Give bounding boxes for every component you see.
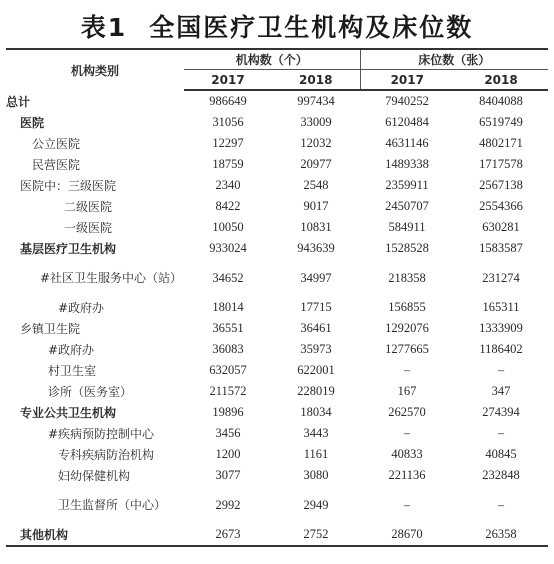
row-label: 妇幼保健机构	[58, 469, 131, 483]
table-row	[6, 196, 548, 217]
cell: 34997	[300, 270, 332, 285]
cell: 19896	[212, 405, 244, 419]
row-label: 乡镇卫生院	[20, 322, 81, 336]
cell: 6519749	[479, 115, 523, 129]
cell: 630281	[482, 220, 520, 234]
table-row	[6, 90, 548, 112]
cell: 36083	[212, 342, 244, 356]
cell: 2949	[303, 497, 329, 512]
year-header: 2017	[184, 70, 272, 91]
cell: –	[497, 363, 505, 377]
cell: 1292076	[385, 321, 429, 335]
cell: 933024	[209, 241, 247, 255]
cell: 4631146	[385, 136, 429, 150]
table-row	[6, 297, 548, 318]
cell: 2340	[215, 178, 241, 192]
row-label: 公立医院	[32, 137, 81, 151]
cell: 3456	[215, 426, 241, 440]
table-row	[6, 318, 548, 339]
cell: 1161	[303, 447, 329, 461]
cell: 1489338	[385, 157, 429, 171]
row-label: 医院	[20, 116, 45, 130]
cell: 997434	[297, 94, 335, 108]
table-row	[6, 402, 548, 423]
cell: 1528528	[385, 241, 429, 255]
cell: 9017	[303, 199, 329, 213]
table-row	[6, 112, 548, 133]
cell: 2992	[215, 497, 241, 512]
cell: 2673	[184, 524, 272, 546]
row-label: #疾病预防控制中心	[48, 427, 155, 441]
cell: 632057	[209, 363, 247, 377]
cell: 2450707	[385, 199, 429, 213]
table-row	[6, 444, 548, 465]
row-label-text: 卫生监督所（中心）	[58, 497, 167, 512]
cell: 26358	[454, 524, 548, 546]
year-header: 2017	[360, 70, 454, 91]
row-label: 诊所（医务室）	[48, 385, 133, 399]
cell: 10831	[300, 220, 332, 234]
cell: 40845	[485, 447, 517, 461]
cell: 986649	[209, 94, 247, 108]
cell: 2567138	[479, 178, 523, 192]
cell: 943639	[297, 241, 335, 255]
table-row	[6, 238, 548, 259]
cell: 165311	[482, 300, 520, 314]
cell: 36461	[300, 321, 332, 335]
cell: 40833	[391, 447, 423, 461]
cell: 28670	[360, 524, 454, 546]
cell: 18034	[300, 405, 332, 419]
cell: 12032	[300, 136, 332, 150]
cell: 262570	[388, 405, 426, 419]
cell: 1200	[215, 447, 241, 461]
institutions-group-header: 机构数（个）	[184, 49, 360, 70]
table-row	[6, 339, 548, 360]
cell: 167	[397, 384, 417, 398]
row-label: #政府办	[58, 301, 105, 315]
row-label: 二级医院	[64, 200, 113, 214]
cell: 8422	[215, 199, 241, 213]
cell: 31056	[212, 115, 244, 129]
cell: 211572	[209, 384, 247, 398]
table-row	[6, 465, 548, 486]
row-label: 医院中：三级医院	[20, 179, 117, 193]
cell: 231274	[482, 270, 520, 285]
row-label: 民营医院	[32, 158, 81, 172]
cell: 232848	[482, 468, 520, 482]
cell: 2548	[303, 178, 329, 192]
row-label: 一级医院	[64, 221, 113, 235]
cell: 218358	[388, 270, 426, 285]
row-label: 专科疾病防治机构	[58, 448, 155, 462]
cell: 2554366	[479, 199, 523, 213]
cell: 3443	[303, 426, 329, 440]
cell: 34652	[212, 270, 244, 285]
cell: 18759	[212, 157, 244, 171]
table-row	[6, 259, 548, 297]
table-title-text: 全国医疗卫生机构及床位数	[149, 13, 474, 42]
row-label-text: #社区卫生服务中心（站）	[40, 270, 183, 285]
cell: 584911	[388, 220, 426, 234]
cell: 36551	[212, 321, 244, 335]
row-label-header: 机构类别	[6, 49, 184, 90]
row-label: #政府办	[48, 343, 95, 357]
cell: 156855	[388, 300, 426, 314]
table-number: 表1	[80, 13, 128, 42]
cell: 3080	[303, 468, 329, 482]
cell: –	[403, 497, 411, 512]
beds-group-header: 床位数（张）	[360, 49, 548, 70]
cell: 228019	[297, 384, 335, 398]
cell: 1717578	[479, 157, 523, 171]
table-row	[6, 381, 548, 402]
header-row-groups	[6, 49, 548, 70]
table-row	[6, 486, 548, 524]
cell: 2359911	[385, 178, 429, 192]
table-row	[6, 524, 548, 546]
row-label	[6, 259, 184, 297]
table-row	[6, 175, 548, 196]
table-row	[6, 217, 548, 238]
cell: 33009	[300, 115, 332, 129]
table-row	[6, 154, 548, 175]
cell: 221136	[388, 468, 426, 482]
cell: 347	[491, 384, 511, 398]
cell: 8404088	[479, 94, 523, 108]
row-label	[6, 486, 184, 524]
cell: 3077	[215, 468, 241, 482]
year-header: 2018	[454, 70, 548, 91]
cell: –	[497, 497, 505, 512]
cell: –	[403, 363, 411, 377]
cell: 7940252	[385, 94, 429, 108]
cell: 1333909	[479, 321, 523, 335]
hospital-statistics-table	[6, 48, 548, 547]
cell: –	[497, 426, 505, 440]
cell: 1186402	[479, 342, 523, 356]
cell: 1277665	[385, 342, 429, 356]
cell: 2752	[272, 524, 360, 546]
cell: 18014	[212, 300, 244, 314]
cell: 10050	[212, 220, 244, 234]
cell: 1583587	[479, 241, 523, 255]
row-label: 基层医疗卫生机构	[20, 242, 117, 256]
cell: 12297	[212, 136, 244, 150]
cell: 622001	[297, 363, 335, 377]
cell: –	[403, 426, 411, 440]
table-title	[0, 8, 554, 44]
cell: 274394	[482, 405, 520, 419]
row-label: 专业公共卫生机构	[20, 406, 117, 420]
year-header: 2018	[272, 70, 360, 91]
row-label: 总计	[6, 94, 31, 109]
row-label: 其他机构	[6, 524, 184, 546]
cell: 17715	[300, 300, 332, 314]
table-row	[6, 423, 548, 444]
table-row	[6, 133, 548, 154]
row-label: 村卫生室	[48, 364, 97, 378]
cell: 35973	[300, 342, 332, 356]
cell: 4802171	[479, 136, 523, 150]
cell: 6120484	[385, 115, 429, 129]
table-row	[6, 360, 548, 381]
cell: 20977	[300, 157, 332, 171]
